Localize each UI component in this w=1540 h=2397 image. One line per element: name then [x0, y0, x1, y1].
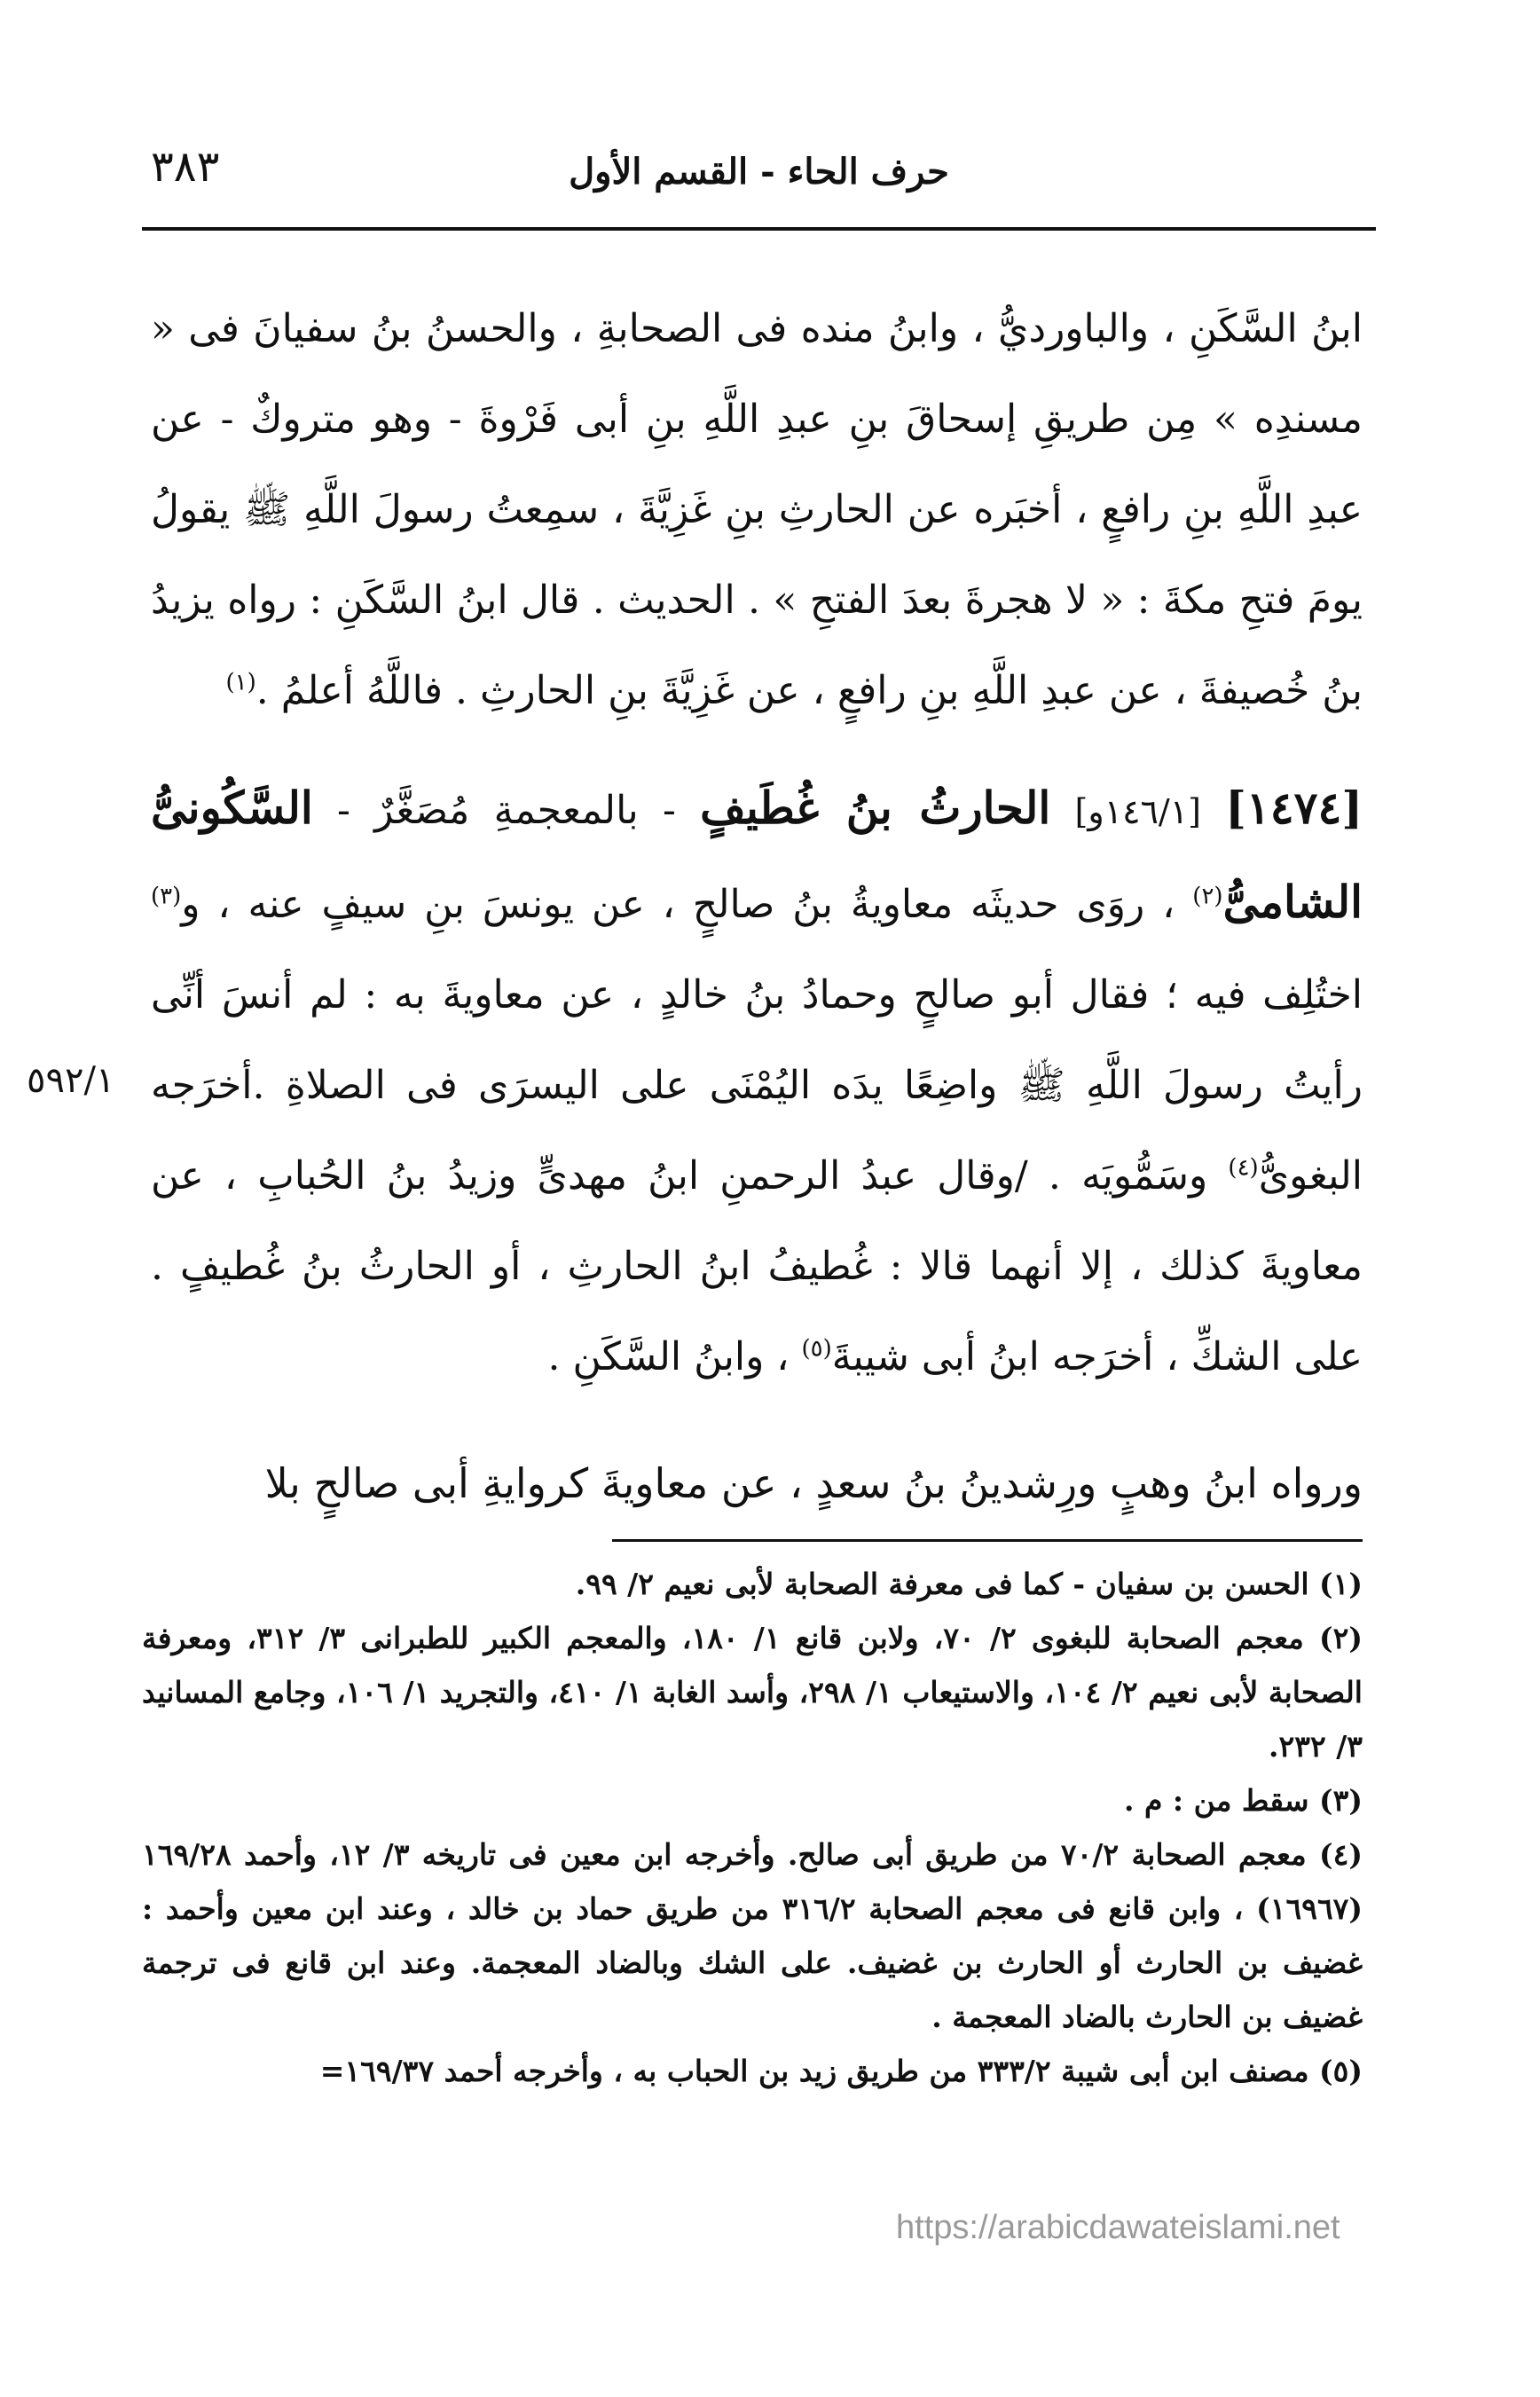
footnote-ref-2: (٢) [1192, 883, 1223, 910]
entry-desc: - بالمعجمةِ مُصَغَّرٌ - [337, 788, 676, 833]
paragraph-1 [151, 284, 1363, 736]
header-rule [142, 227, 1376, 231]
main-text [151, 284, 1363, 1529]
entry-name-nisba: السَّكُونىُّ الشامىُّ [151, 782, 1363, 928]
footnote-ref-5: (٥) [801, 1335, 832, 1363]
page-header [142, 133, 1376, 231]
footnote-rule [612, 1539, 1363, 1542]
footnote-2: (٢) معجم الصحابة للبغوى ٢/ ٧٠، ولابن قانع ١/ ١٨٠، والمعجم الكبير للطبرانى ٣/ ٣١٢، ومعرفة الصحابة لأبى نعيم ٢/ ١٠٤، والاستيعاب ١/ ٢٩٨، وأسد الغابة ١/ ٤١٠، والتجريد ١/ ١٠٦، وجامع المسانيد ٣/ ٢٣٢. [142, 1621, 1363, 1764]
footnote-ref-4: (٤) [1228, 1154, 1259, 1182]
entry-text-4: ، وابنُ السَّكَنِ . [547, 1334, 790, 1379]
footnote-ref-1: (١) [225, 669, 256, 696]
entry-text-1: ، روَى حديثَه معاويةُ بنُ صالحٍ ، عن يونسَ بنِ سيفٍ عنه ، و [181, 882, 1175, 927]
entry-text-2: اختُلِف فيه ؛ فقال أبو صالحٍ وحمادُ بنُ خالدٍ ، عن معاويةَ به : لم أنسَ أنِّى رأيتُ رسولَ اللَّهِ ﷺ واضِعًا يدَه اليُمْنَى على اليسرَى فى الصلاةِ .أخرَجه البغوىُّ [151, 972, 1363, 1198]
entry-ref: [١٤٦/١و] [1074, 792, 1201, 831]
footnotes [142, 1557, 1363, 2098]
entry-name: الحارثُ بنُ غُطَيفٍ [700, 782, 1051, 834]
footnote-1: (١) الحسن بن سفيان - كما فى معرفة الصحابة لأبى نعيم ٢/ ٩٩. [575, 1567, 1363, 1601]
footnote-5: (٥) مصنف ابن أبى شيبة ٣٣٣/٢ من طريق زيد بن الحباب به ، وأخرجه أحمد ١٦٩/٣٧= [319, 2054, 1363, 2088]
entry-1474 [151, 763, 1363, 1403]
entry-number: [١٤٧٤] [1225, 782, 1363, 834]
running-title: حرف الحاء - القسم الأول [569, 151, 949, 193]
footnote-4: (٤) معجم الصحابة ٧٠/٢ من طريق أبى صالح. وأخرجه ابن معين فى تاريخه ٣/ ١٢، وأحمد ١٦٩/٢٨ (١٦٩٦٧) ، وابن قانع فى معجم الصحابة ٣١٦/٢ من طريق حماد بن خالد ، وعند ابن معين وأحمد : غضيف بن الحارث أو الحارث بن غضيف. على الشك وبالضاد المعجمة. وعند ابن قانع فى ترجمة غضيف بن الحارث بالضاد المعجمة . [142, 1837, 1363, 2034]
paragraph-1-text: ابنُ السَّكَنِ ، والباورديُّ ، وابنُ منده فى الصحابةِ ، والحسنُ بنُ سفيانَ فى « مسندِه » مِن طريقِ إسحاقَ بنِ عبدِ اللَّهِ بنِ أبى فَرْوةَ - وهو متروكٌ - عن عبدِ اللَّهِ بنِ رافعٍ ، أخبَره عن الحارثِ بنِ غَزِيَّةَ ، سمِعتُ رسولَ اللَّهِ ﷺ يقولُ يومَ فتحِ مكةَ : « لا هجرةَ بعدَ الفتحِ » . الحديث . قال ابنُ السَّكَنِ : رواه يزيدُ بنُ خُصيفةَ ، عن عبدِ اللَّهِ بنِ رافعٍ ، عن غَزِيَّةَ بنِ الحارثِ . فاللَّهُ أعلمُ . [151, 306, 1363, 713]
watermark-url: https://arabicdawateislami.net [896, 2209, 1340, 2246]
entry-text-3: وسَمُّويَه . /وقال عبدُ الرحمنِ ابنُ مهدىٍّ وزيدُ بنُ الحُبابِ ، عن معاويةَ كذلك ، إلا أنهما قالا : غُطيفُ ابنُ الحارثِ ، أو الحارثُ بنُ غُطيفٍ . على الشكِّ ، أخرَجه ابنُ أبى شيبةَ [151, 1153, 1363, 1379]
margin-reference: ٥٩٢/١ [27, 1060, 115, 1101]
page-number: ٣٨٣ [151, 142, 220, 192]
continuation-line: ورواه ابنُ وهبٍ ورِشدينُ بنُ سعدٍ ، عن معاويةَ كروايةِ أبى صالحٍ بلا [264, 1459, 1363, 1507]
footnote-ref-3: (٣) [151, 883, 182, 910]
footnote-3: (٣) سقط من : م . [1124, 1783, 1363, 1818]
